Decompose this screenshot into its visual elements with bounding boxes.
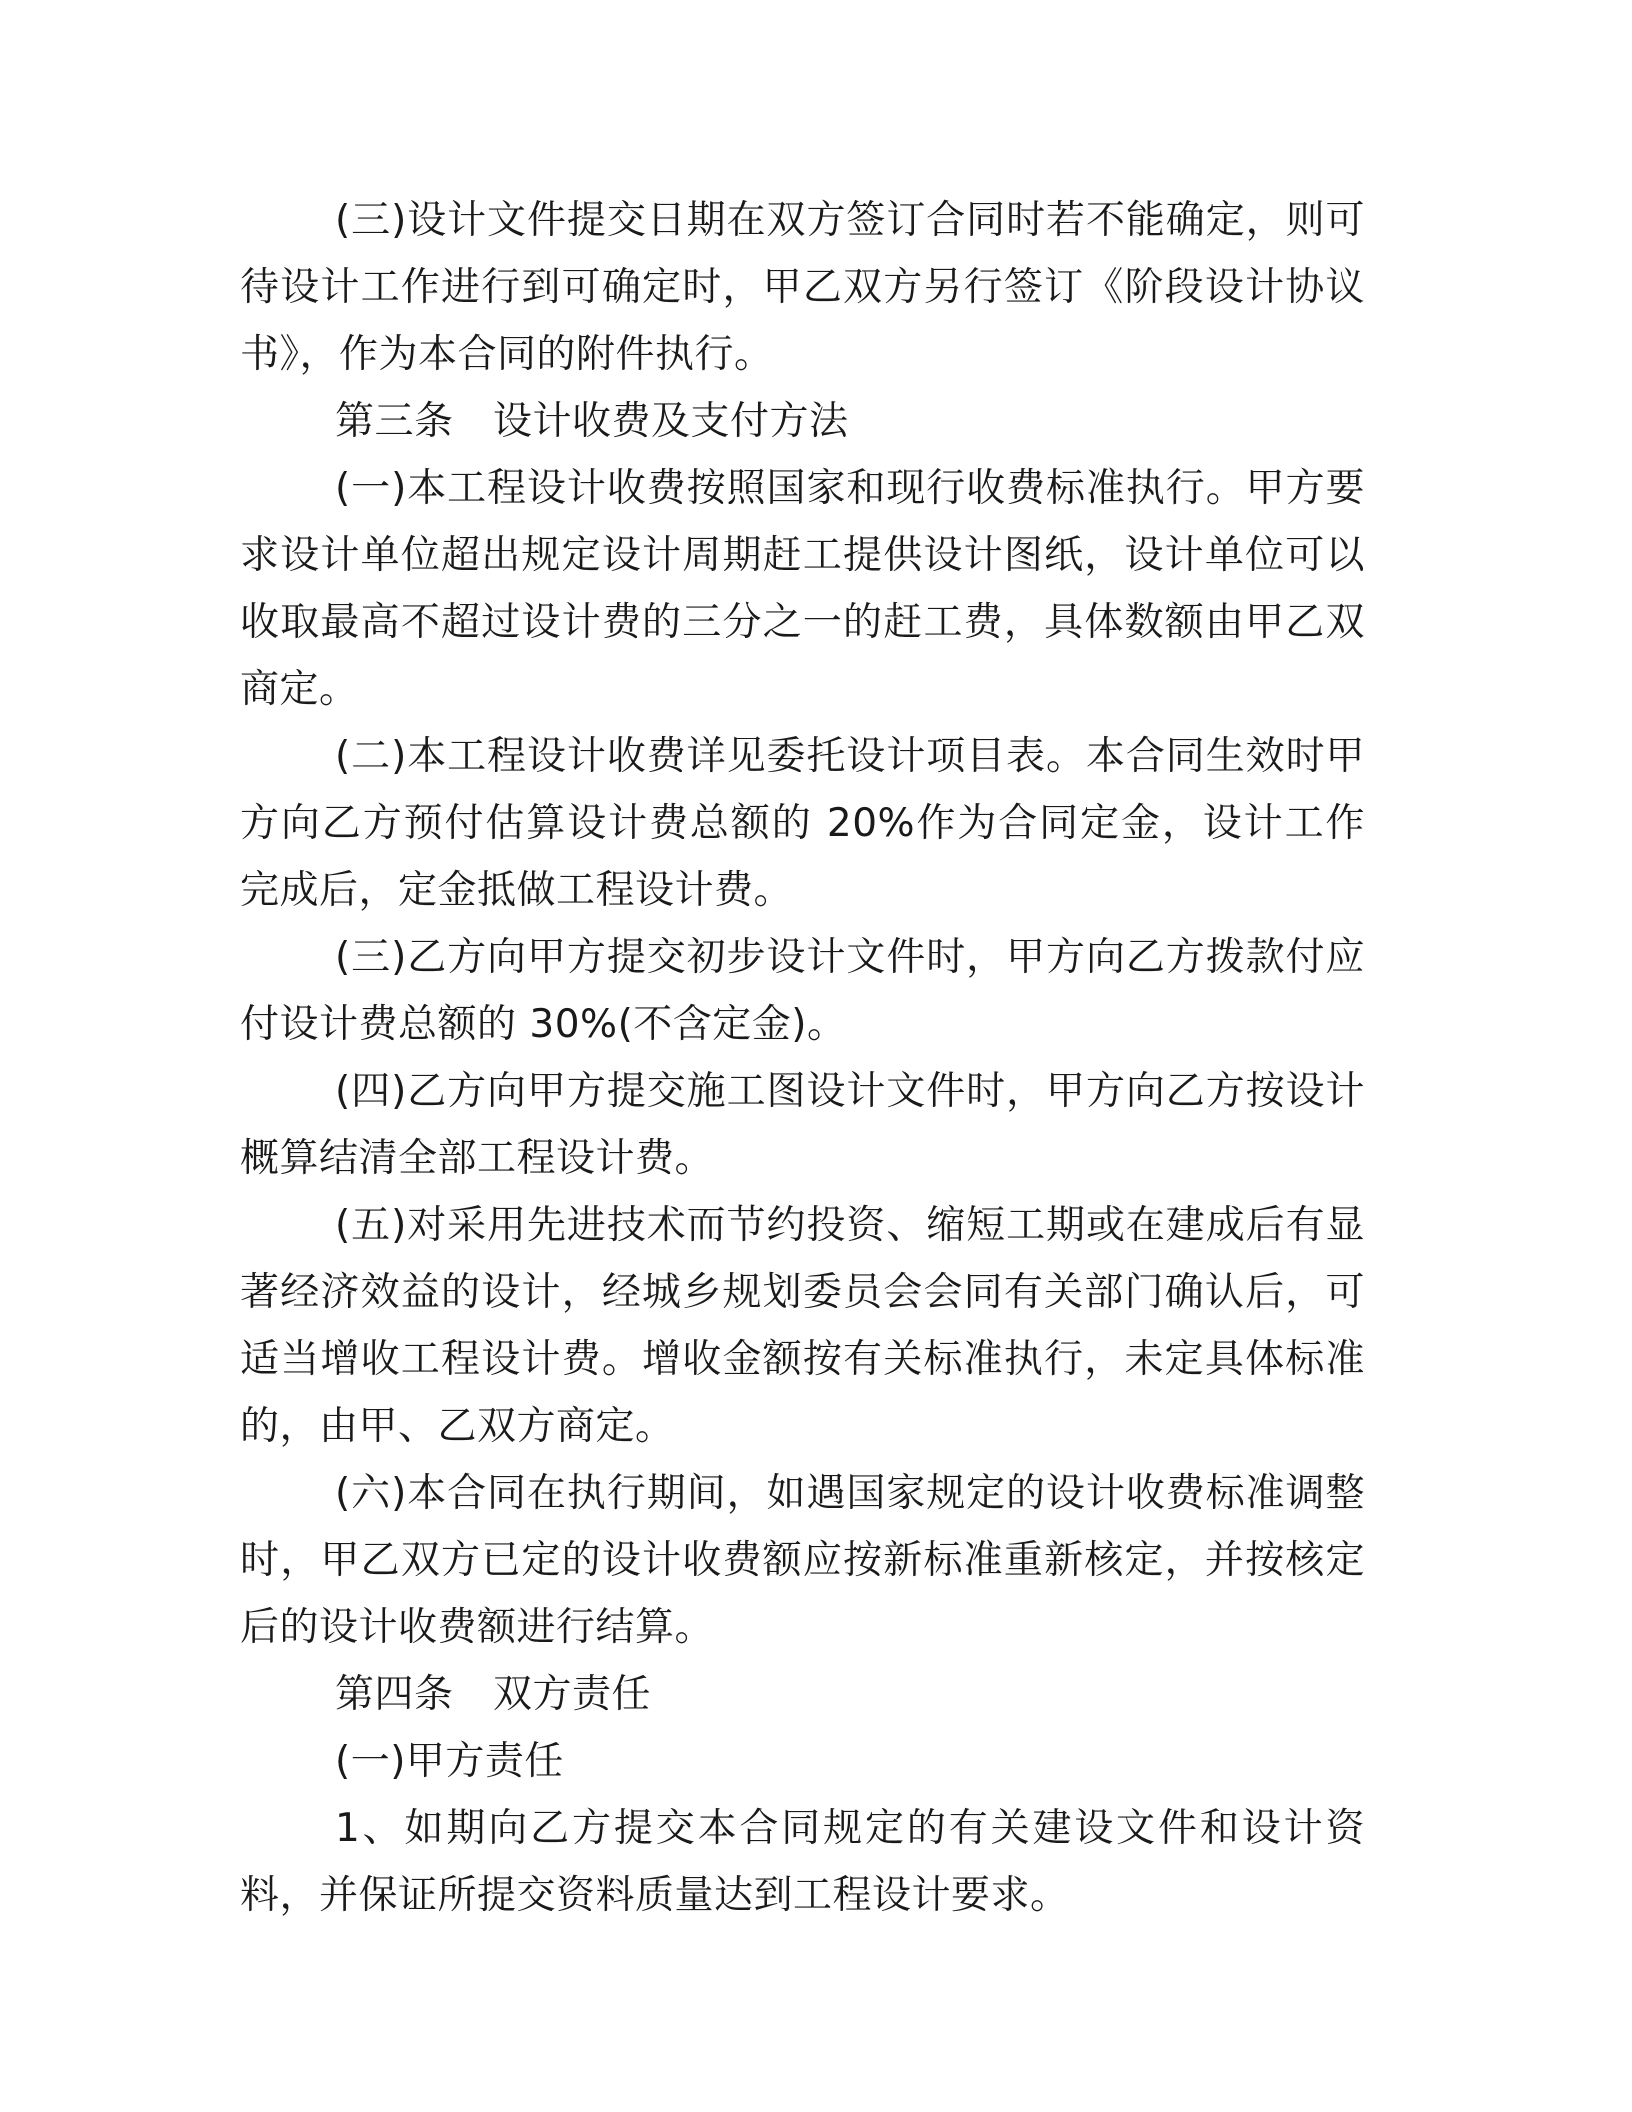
article-3-item-4: (四)乙方向甲方提交施工图设计文件时，甲方向乙方按设计概算结清全部工程设计费。 <box>240 1069 1365 1181</box>
article-3-item-2: (二)本工程设计收费详见委托设计项目表。本合同生效时甲方向乙方预付估算设计费总额的 20%作为合同定金，设计工作完成后，定金抵做工程设计费。 <box>240 734 1365 913</box>
article-3-item-6: (六)本合同在执行期间，如遇国家规定的设计收费标准调整时，甲乙双方已定的设计收费额应按新标准重新核定，并按核定后的设计收费额进行结算。 <box>240 1471 1365 1650</box>
article-3-heading: 第三条 设计收费及支付方法 <box>335 399 849 444</box>
article-3-item-3: (三)乙方向甲方提交初步设计文件时，甲方向乙方拨款付应付设计费总额的 30%(不含定金)。 <box>240 935 1365 1047</box>
clause-2-item-3: (三)设计文件提交日期在双方签订合同时若不能确定，则可待设计工作进行到可确定时，甲乙双方另行签订《阶段设计协议书》，作为本合同的附件执行。 <box>240 198 1365 377</box>
article-4-item-1: 1、如期向乙方提交本合同规定的有关建设文件和设计资料，并保证所提交资料质量达到工程设计要求。 <box>240 1806 1365 1918</box>
article-4-section-1: (一)甲方责任 <box>335 1739 564 1784</box>
article-4-heading: 第四条 双方责任 <box>335 1672 652 1717</box>
article-3-item-1: (一)本工程设计收费按照国家和现行收费标准执行。甲方要求设计单位超出规定设计周期赶工提供设计图纸，设计单位可以收取最高不超过设计费的三分之一的赶工费，具体数额由甲乙双商定。 <box>240 466 1365 712</box>
document-body <box>240 187 1365 1929</box>
article-3-item-5: (五)对采用先进技术而节约投资、缩短工期或在建成后有显著经济效益的设计，经城乡规划委员会会同有关部门确认后，可适当增收工程设计费。增收金额按有关标准执行，未定具体标准的，由甲、乙双方商定。 <box>240 1203 1365 1449</box>
